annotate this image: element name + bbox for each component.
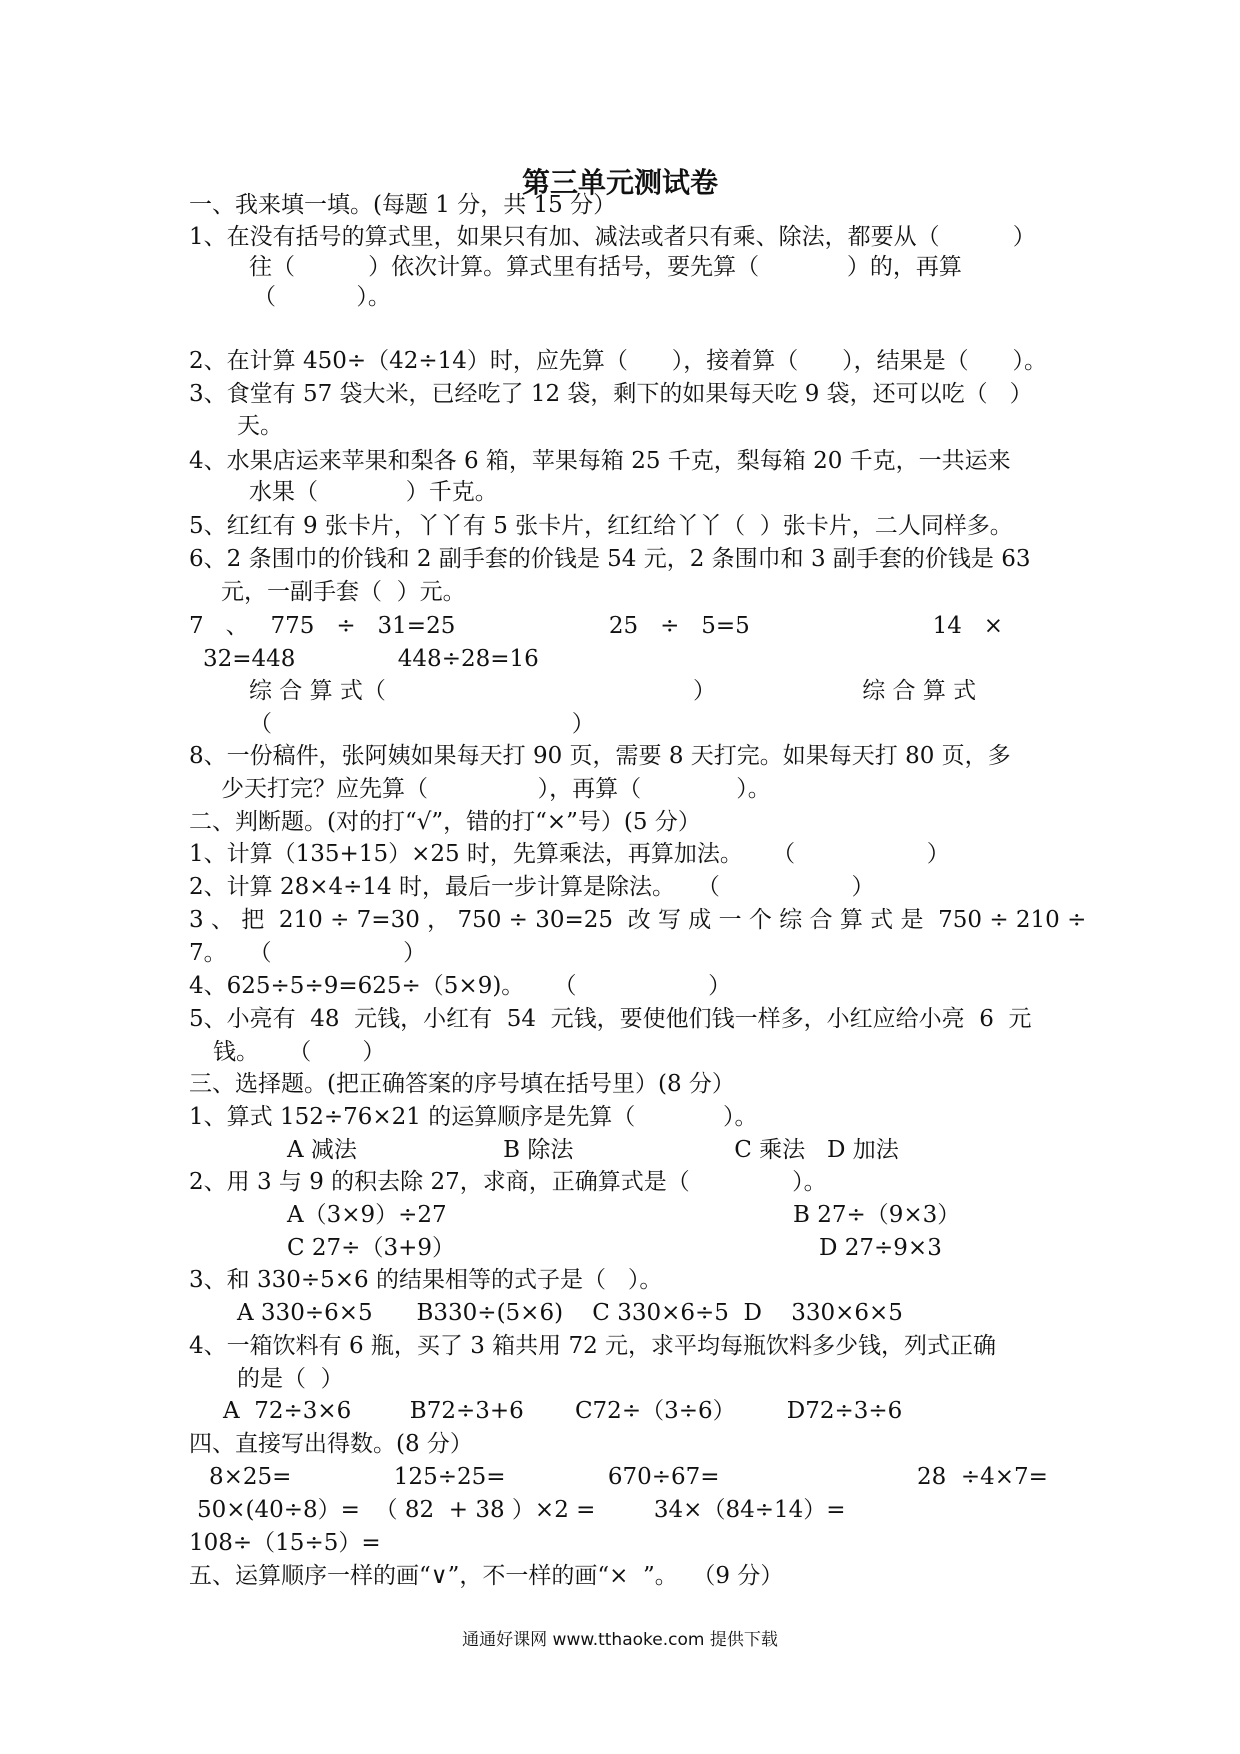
q1-8-line2: 少天打完？应先算（ ），再算（ ）。 [221,776,771,802]
q1-4-line2: 水果（ ）千克。 [249,479,498,505]
q3-4-line1: 4、一箱饮料有 6 瓶，买了 3 箱共用 72 元，求平均每瓶饮料多少钱，列式正确 [189,1333,997,1359]
q3-1: 1、算式 152÷76×21 的运算顺序是先算（ ）。 [189,1104,758,1130]
q2-4: 4、625÷5÷9=625÷（5×9)。 （ ） [189,973,732,999]
q1-4-line1: 4、水果店运来苹果和梨各 6 箱，苹果每箱 25 千克，梨每箱 20 千克，一共运来 [189,448,1011,474]
section-4-heading: 四、直接写出得数。(8 分） [189,1431,473,1457]
q3-2-option-c: C 27÷（3+9） [287,1235,455,1261]
q3-4-line2: 的是（ ） [237,1366,344,1392]
q2-5-line2: 钱。 （ ） [213,1039,386,1065]
q3-1-options: A 减法 B 除法 C 乘法 D 加法 [287,1137,899,1163]
q2-5-line1: 5、小亮有 48 元钱，小红有 54 元钱，要使他们钱一样多，小红应给小亮 6 元 [189,1006,1032,1032]
q1-6-line2: 元，一副手套（ ）元。 [221,579,466,605]
q1-6-line1: 6、2 条围巾的价钱和 2 副手套的价钱是 54 元，2 条围巾和 3 副手套的价钱是 63 [189,546,1031,572]
q3-2-option-a: A（3×9）÷27 [287,1202,447,1228]
q1-7-line2: 32=448 448÷28=16 [203,646,539,672]
q3-3-options: A 330÷6×5 B330÷(5×6) C 330×6÷5 D 330×6×5 [237,1300,903,1326]
section-1-heading: 一、我来填一填。(每题 1 分，共 15 分） [189,192,617,218]
q1-7-line1: 7 、 775 ÷ 31=25 25 ÷ 5=5 14 × [189,613,1004,639]
q3-3: 3、和 330÷5×6 的结果相等的式子是（ ）。 [189,1267,663,1293]
q1-7-line4: （ ） [249,711,595,737]
q4-row1: 8×25= 125÷25= 670÷67= 28 ÷4×7= [209,1464,1048,1490]
q1-3-line2: 天。 [237,413,283,439]
footer-credit: 通通好课网 www.tthaoke.com 提供下载 [462,1630,778,1650]
q2-3-line1: 3 、 把 210 ÷ 7=30 ， 750 ÷ 30=25 改 写 成 一 个 综 合 算 式 是 750 ÷ 210 ÷ [189,907,1087,933]
q1-1-line1: 1、在没有括号的算式里，如果只有加、减法或者只有乘、除法，都要从（ ） [189,224,1036,250]
q2-2: 2、计算 28×4÷14 时，最后一步计算是除法。 （ ） [189,874,875,900]
q1-7-line3: 综 合 算 式（ ） 综 合 算 式 [249,678,977,704]
section-3-heading: 三、选择题。(把正确答案的序号填在括号里）(8 分） [189,1071,735,1097]
section-2-heading: 二、判断题。(对的打“√”，错的打“×”号）(5 分） [189,809,701,835]
q3-2: 2、用 3 与 9 的积去除 27，求商，正确算式是（ ）。 [189,1169,827,1195]
q1-3-line1: 3、食堂有 57 袋大米，已经吃了 12 袋，剩下的如果每天吃 9 袋，还可以吃（ ） [189,381,1033,407]
q1-5: 5、红红有 9 张卡片，丫丫有 5 张卡片，红红给丫丫（ ）张卡片，二人同样多。 [189,513,1013,539]
q3-4-options: A 72÷3×6 B72÷3+6 C72÷（3÷6） D72÷3÷6 [223,1398,903,1424]
q4-row2: 50×(40÷8）= （ 82 + 38 ）×2 = 34×（84÷14）= [197,1497,846,1523]
q1-1-line2: 往（ ）依次计算。算式里有括号，要先算（ ）的，再算 [249,254,962,280]
page-title: 第三单元测试卷 [521,166,718,199]
q1-8-line1: 8、一份稿件，张阿姨如果每天打 90 页，需要 8 天打完。如果每天打 80 页，多 [189,743,1011,769]
q1-1-line3: （ ）。 [253,284,391,310]
q4-row3: 108÷（15÷5）= [189,1530,381,1556]
q3-2-option-d: D 27÷9×3 [819,1235,942,1261]
section-5-heading: 五、运算顺序一样的画“∨”，不一样的画“× ”。 （9 分） [189,1563,784,1589]
q1-2: 2、在计算 450÷（42÷14）时，应先算（ ），接着算（ ），结果是（ ）。 [189,348,1048,374]
q2-3-line2: 7。 （ ） [189,940,427,966]
q3-2-option-b: B 27÷（9×3） [793,1202,961,1228]
q2-1: 1、计算（135+15）×25 时，先算乘法，再算加法。 （ ） [189,841,950,867]
